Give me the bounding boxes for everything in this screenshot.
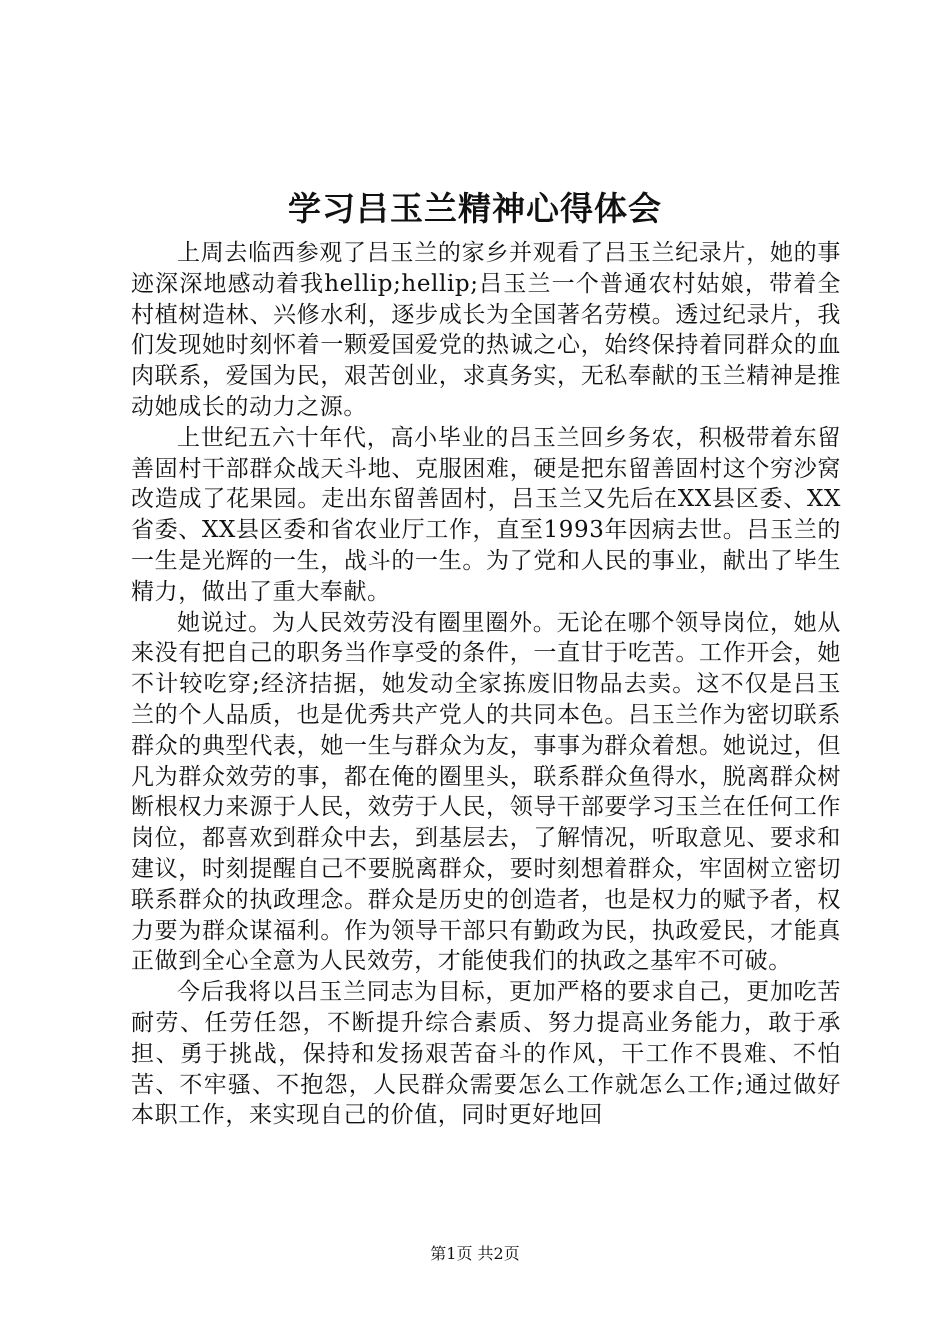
paragraph-1: 上周去临西参观了吕玉兰的家乡并观看了吕玉兰纪录片，她的事迹深深地感动着我hellip;hellip;吕玉兰一个普通农村姑娘，带着全村植树造林、兴修水利，逐步成长为全国著名劳模。透过纪录片，我们发现她时刻怀着一颗爱国爱党的热诚之心，始终保持着同群众的血肉联系，爱国为民，艰苦创业，求真务实，无私奉献的玉兰精神是推动她成长的动力之源。 [131, 240, 841, 420]
paragraph-2: 上世纪五六十年代，高小毕业的吕玉兰回乡务农，积极带着东留善固村干部群众战天斗地、克服困难，硬是把东留善固村这个穷沙窝改造成了花果园。走出东留善固村，吕玉兰又先后在XX县区委、XX省委、XX县区委和省农业厅工作，直至1993年因病去世。吕玉兰的一生是光辉的一生，战斗的一生。为了党和人民的事业，献出了毕生精力，做出了重大奉献。 [131, 424, 841, 605]
document-title: 学习吕玉兰精神心得体会 [288, 189, 662, 228]
page-number-footer: 第1页 共2页 [430, 1244, 520, 1263]
paragraph-4: 今后我将以吕玉兰同志为目标，更加严格的要求自己，更加吃苦耐劳、任劳任怨，不断提升综合素质、努力提高业务能力，敢于承担、勇于挑战，保持和发扬艰苦奋斗的作风，干工作不畏难、不怕苦、不牢骚、不抱怨，人民群众需要怎么工作就怎么工作;通过做好本职工作，来实现自己的价值，同时更好地回 [131, 979, 841, 1129]
document-body [131, 238, 841, 1131]
paragraph-3: 她说过。为人民效劳没有圈里圈外。无论在哪个领导岗位，她从来没有把自己的职务当作享受的条件，一直甘于吃苦。工作开会，她不计较吃穿;经济拮据，她发动全家拣废旧物品去卖。这不仅是吕玉兰的个人品质，也是优秀共产党人的共同本色。吕玉兰作为密切联系群众的典型代表，她一生与群众为友，事事为群众着想。她说过，但凡为群众效劳的事，都在俺的圈里头，联系群众鱼得水，脱离群众树断根权力来源于人民，效劳于人民，领导干部要学习玉兰在任何工作岗位，都喜欢到群众中去，到基层去，了解情况，听取意见、要求和建议，时刻提醒自己不要脱离群众，要时刻想着群众，牢固树立密切联系群众的执政理念。群众是历史的创造者，也是权力的赋予者，权力要为群众谋福利。作为领导干部只有勤政为民，执政爱民，才能真正做到全心全意为人民效劳，才能使我们的执政之基牢不可破。 [131, 609, 841, 975]
